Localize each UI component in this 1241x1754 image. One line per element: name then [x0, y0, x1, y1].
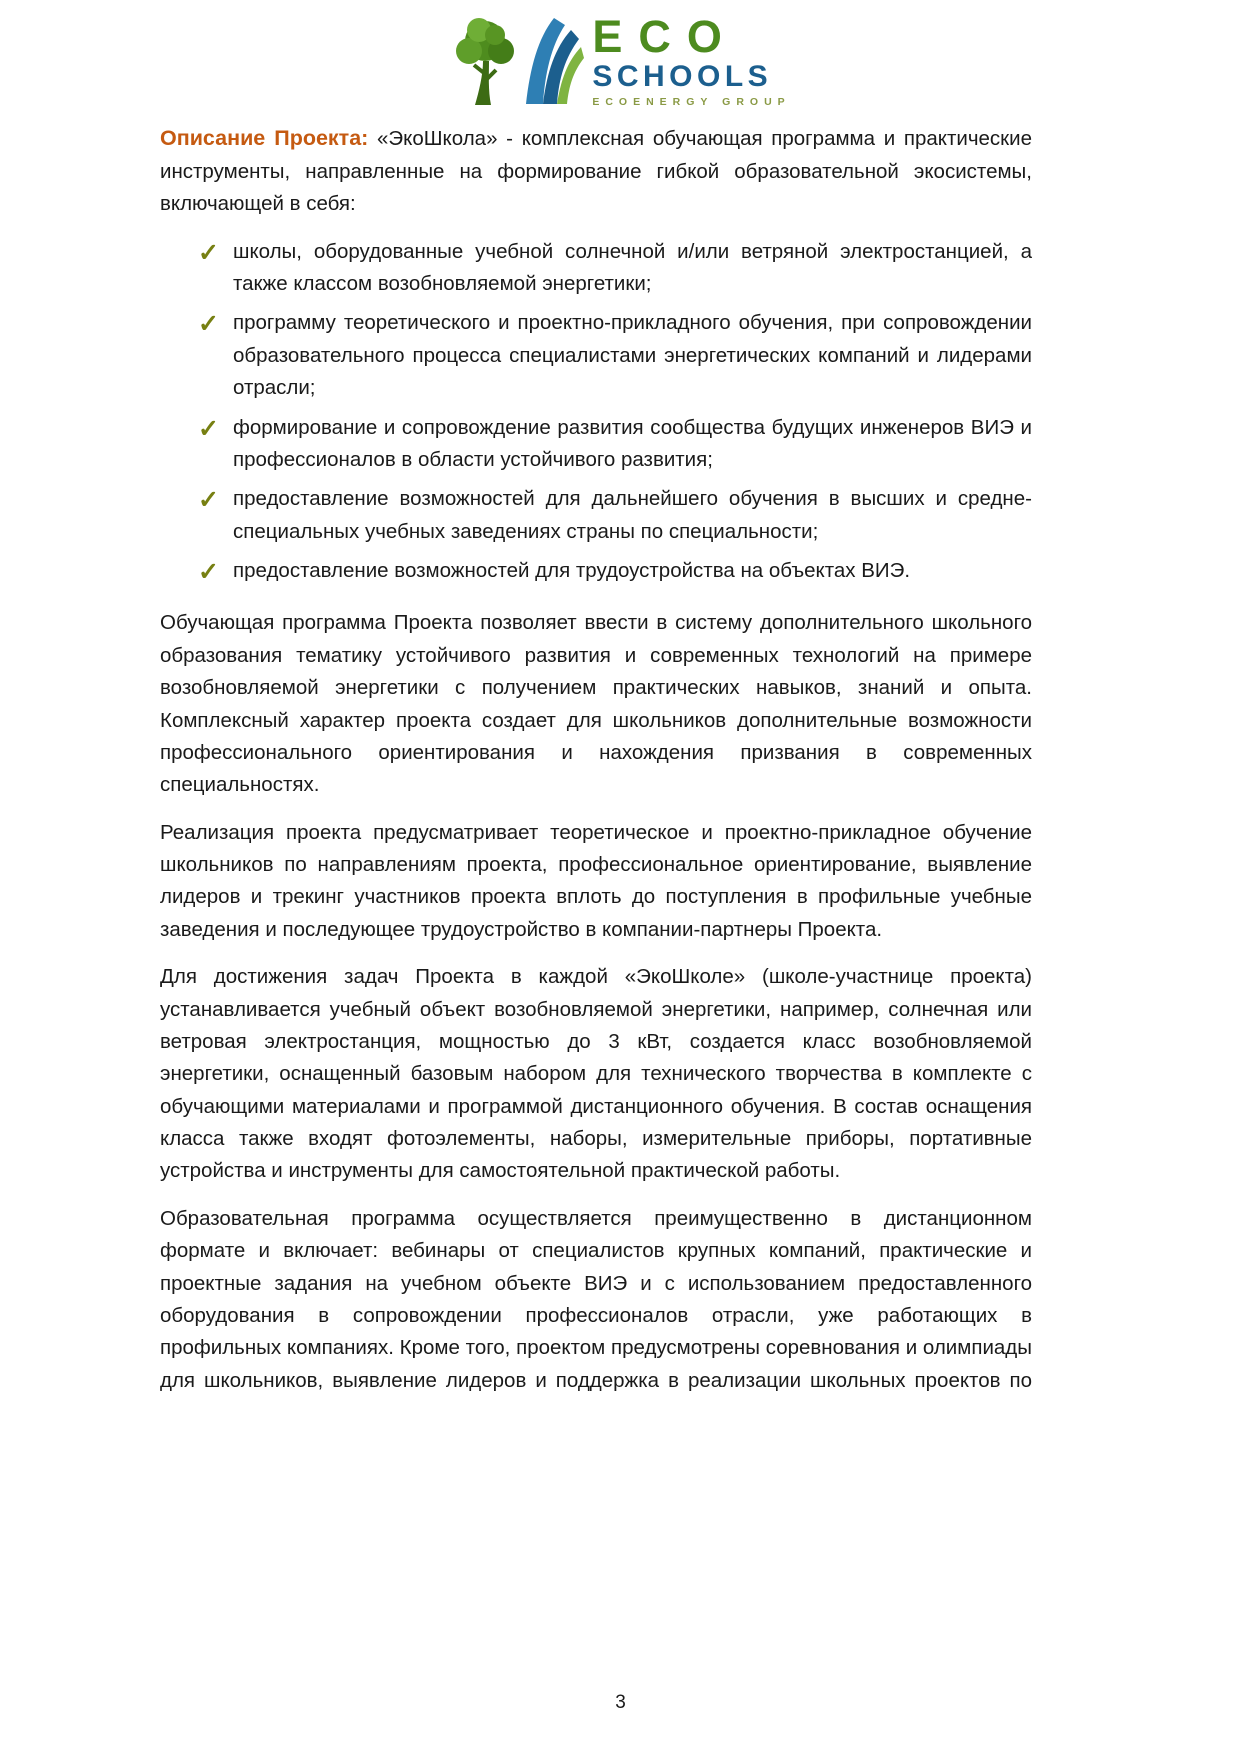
list-item-text: предоставление возможностей для трудоустройства на объектах ВИЭ.: [233, 559, 911, 583]
tree-icon: [450, 15, 520, 107]
list-item: [160, 555, 1032, 587]
paragraph: Обучающая программа Проекта позволяет ввести в систему дополнительного школьного образования тематику устойчивого развития и современных технологий на примере возобновляемой энергетики с получением практических навыков, знаний и опыта. Комплексный характер проекта создает для школьников дополнительные возможности профессионального ориентирования и нахождения призвания в современных специальностях.: [160, 611, 1032, 797]
list-item: [160, 412, 1032, 477]
ecoschools-logo: [0, 11, 1241, 108]
list-item: [160, 483, 1032, 548]
intro-paragraph: [160, 122, 1032, 221]
checkmark-icon: ✓: [198, 310, 219, 339]
page-number: 3: [615, 1692, 626, 1713]
list-item: [160, 307, 1032, 404]
logo-text: [592, 11, 791, 108]
intro-text: «ЭкоШкола» - комплексная обучающая программа и практические инструменты, направленные на формирование гибкой образовательной экосистемы, включающей в себя:: [160, 127, 1032, 216]
checkmark-icon: ✓: [198, 558, 219, 587]
checkmark-icon: ✓: [198, 414, 219, 443]
paragraph: Реализация проекта предусматривает теоретическое и проектно-прикладное обучение школьников по направлениям проекта, профессиональное ориентирование, выявление лидеров и трекинг участников проекта вплоть до поступления в профильные учебные заведения и последующее трудоустройство в компании-партнеры Проекта.: [160, 820, 1032, 941]
feature-list: [160, 236, 1032, 588]
paragraph: Образовательная программа осуществляется преимущественно в дистанционном формате и включает: вебинары от специалистов крупных компаний, практические и проектные задания на учебном объекте ВИЭ и с использованием предоставленного оборудования в сопровождении профессионалов отрасли, уже работающих в профильных компаниях. Кроме того, проектом предусмотрены соревнования и олимпиады для школьников, выявление лидеров и поддержка в реализации школьных проектов по: [160, 1206, 1032, 1392]
list-item-text: формирование и сопровождение развития сообщества будущих инженеров ВИЭ и профессионалов в области устойчивого развития;: [233, 415, 1032, 471]
section-heading: Описание Проекта:: [160, 126, 369, 150]
checkmark-icon: ✓: [198, 238, 219, 267]
checkmark-icon: ✓: [198, 486, 219, 515]
list-item-text: программу теоретического и проектно-прикладного обучения, при сопровождении образовательного процесса специалистами энергетических компаний и лидерами отрасли;: [233, 311, 1032, 400]
logo-subtitle-text: ECOENERGY GROUP: [592, 96, 791, 108]
logo-eco-text: ECO: [592, 11, 738, 62]
list-item: [160, 236, 1032, 301]
book-pages-icon: [522, 16, 584, 106]
document-body: [160, 122, 1032, 1412]
list-item-text: предоставление возможностей для дальнейшего обучения в высших и средне-специальных учебных заведениях страны по специальности;: [233, 487, 1032, 543]
logo-schools-text: SCHOOLS: [592, 60, 773, 93]
list-item-text: школы, оборудованные учебной солнечной и/или ветряной электростанцией, а также классом возобновляемой энергетики;: [233, 239, 1032, 296]
paragraph: Для достижения задач Проекта в каждой «ЭкоШколе» (школе-участнице проекта) устанавливается учебный объект возобновляемой энергетики, например, солнечная или ветровая электростанция, мощностью до 3 кВт, создается класс возобновляемой энергетики, оснащенный базовым набором для технического творчества в комплекте с обучающими материалами и программой дистанционного обучения. В состав оснащения класса также входят фотоэлементы, наборы, измерительные приборы, портативные устройства и инструменты для самостоятельной практической работы.: [160, 965, 1032, 1183]
